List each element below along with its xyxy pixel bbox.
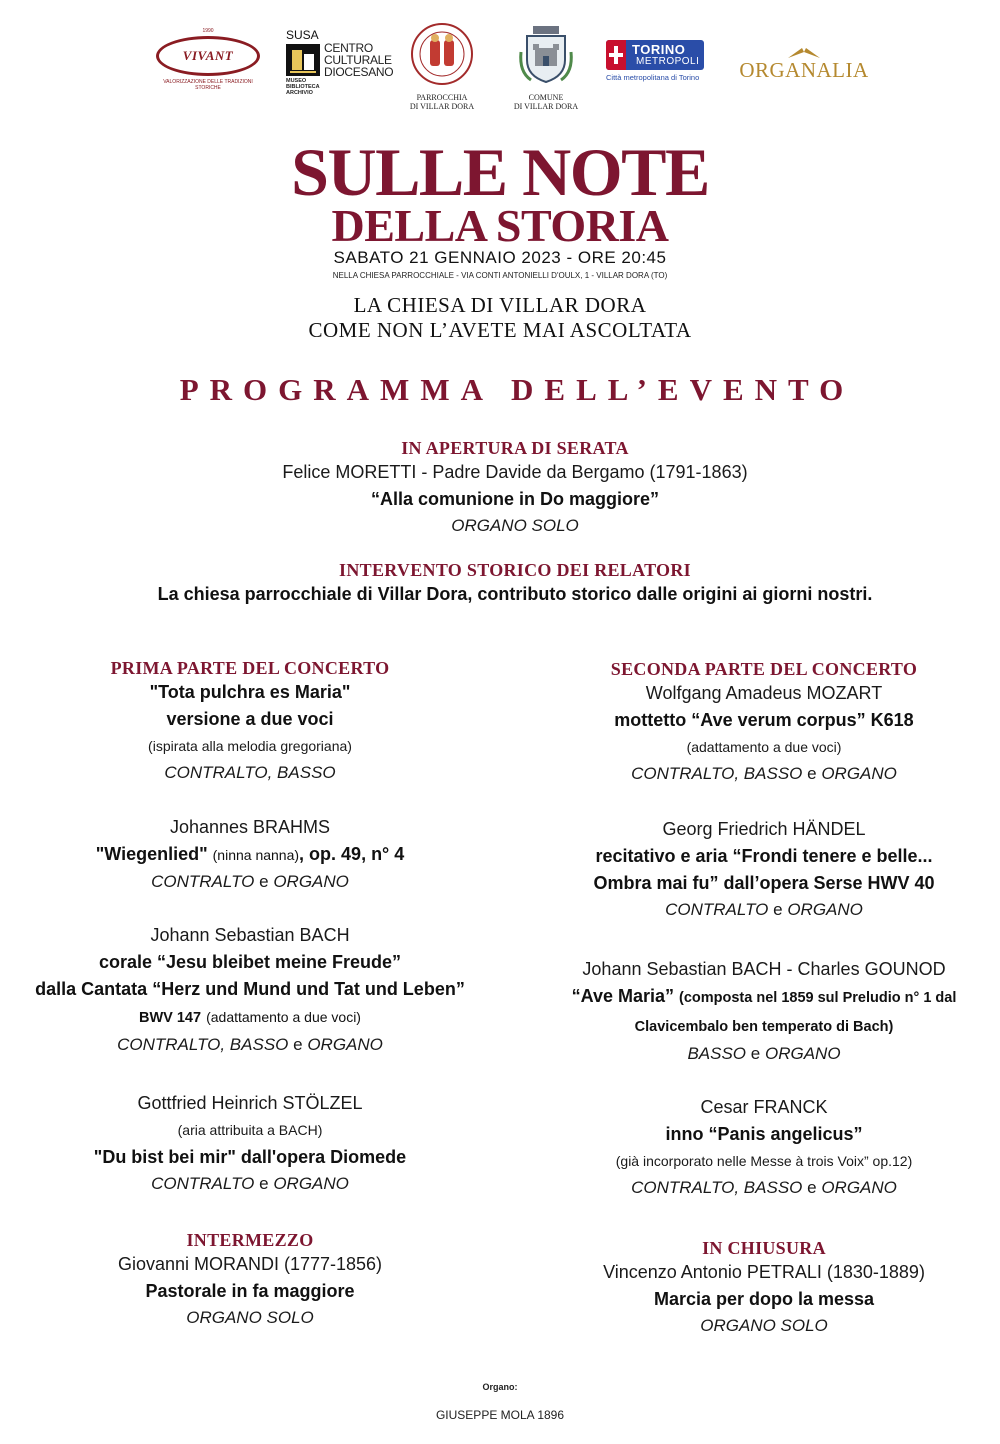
program-item-bach: [0, 922, 500, 1058]
vivant-oval: [156, 36, 260, 76]
organ-label: Organo:: [482, 1382, 518, 1392]
vivant-logo: [156, 28, 260, 92]
susa-sub-line-2: BIBLIOTECA: [286, 84, 320, 90]
performers-instrument: ORGANO: [273, 1174, 349, 1193]
work-arrangement: (adattamento a due voci): [206, 1009, 361, 1025]
performers: [0, 869, 500, 895]
work-note: (aria attribuita a BACH): [177, 1122, 323, 1138]
part1-section: [0, 657, 500, 786]
talk-text: La chiesa parrocchiale di Villar Dora, contributo storico dalle origini ai giorni nostri.: [157, 584, 873, 604]
composer: Georg Friedrich HÄNDEL: [662, 819, 866, 839]
sponsor-logos: [0, 22, 1000, 112]
event-title-line-2: DELLA STORIA: [331, 200, 669, 251]
composer: Vincenzo Antonio PETRALI (1830-1889): [603, 1262, 925, 1282]
work-title-opus: , op. 49, n° 4: [299, 844, 405, 864]
performers: ORGANO SOLO: [451, 516, 579, 535]
performers-voices: CONTRALTO, BASSO: [631, 764, 803, 783]
work-title: Marcia per dopo la messa: [653, 1289, 875, 1309]
parrocchia-seal-icon: [410, 22, 474, 86]
program-item-gounod: [514, 956, 1000, 1067]
work-source-text: Clavicembalo ben temperato di Bach): [634, 1019, 894, 1035]
performers-voices: CONTRALTO: [665, 900, 769, 919]
parrocchia-caption-line-1: PARROCCHIA: [416, 93, 468, 102]
work-subtitle: versione a due voci: [166, 709, 334, 729]
work-title-aside: (ninna nanna): [212, 847, 300, 863]
performers-conj: e: [773, 900, 783, 919]
program-item-tota: [0, 679, 500, 786]
performers-instrument: ORGANO: [821, 1178, 897, 1197]
performers: [0, 1171, 500, 1197]
performers: [514, 897, 1000, 923]
program-item-brahms: [0, 814, 500, 895]
performers-voices: CONTRALTO: [151, 1174, 255, 1193]
organalia-logo: [738, 46, 870, 86]
parrocchia-logo: [404, 22, 480, 111]
performers-instrument: ORGANO: [764, 1044, 841, 1063]
vivant-caption: VALORIZZAZIONE DELLE TRADIZIONI STORICHE: [163, 79, 253, 91]
performers-conj: e: [259, 1174, 269, 1193]
performers-conj: e: [293, 1035, 303, 1054]
event-title-line-1: SULLE NOTE: [291, 134, 709, 210]
work-source: dalla Cantata “Herz und Mund und Tat und Leben”: [35, 979, 465, 999]
work-catalog-number: BWV 147: [139, 1010, 202, 1026]
performers-conj: e: [807, 1178, 817, 1197]
parrocchia-caption: [404, 93, 480, 111]
torino-metropoli-logo: [606, 40, 704, 84]
work-title: “Alla comunione in Do maggiore”: [370, 489, 660, 509]
performers: [0, 1032, 500, 1058]
torino-line-2: METROPOLI: [636, 56, 700, 67]
program-title: PROGRAMMA DELL’EVENTO: [179, 372, 855, 407]
performers-instrument: ORGANO: [307, 1035, 383, 1054]
work-title: corale “Jesu bleibet meine Freude”: [98, 952, 402, 972]
comune-caption-line-2: DI VILLAR DORA: [513, 102, 579, 111]
performers: [514, 1041, 1000, 1067]
talk-section: [0, 559, 1000, 608]
intermezzo-section: [0, 1229, 500, 1331]
work-note: (già incorporato nelle Messe à trois Voix” op.12): [615, 1153, 913, 1169]
work-source: [514, 1012, 1000, 1041]
composer: Giovanni MORANDI (1777-1856): [117, 1254, 383, 1274]
part2-section: [514, 658, 1000, 787]
work-title-main: “Ave Maria”: [571, 986, 674, 1006]
comune-caption: [508, 93, 584, 111]
susa-logo: [286, 28, 394, 98]
performers-voices: CONTRALTO, BASSO: [117, 1035, 289, 1054]
work-title: recitativo e aria “Frondi tenere e belle...: [595, 846, 933, 866]
organ-value: GIUSEPPE MOLA 1896: [435, 1408, 565, 1422]
composer: Johann Sebastian BACH: [150, 925, 350, 945]
section-heading: SECONDA PARTE DEL CONCERTO: [610, 659, 918, 679]
work-title: "Du bist bei mir" dall'opera Diomede: [93, 1147, 407, 1167]
work-title: "Tota pulchra es Maria": [149, 682, 351, 702]
composer: Johann Sebastian BACH - Charles GOUNOD: [582, 959, 946, 979]
susa-sub-line-3: ARCHIVIO: [286, 90, 313, 96]
work-title-main: "Wiegenlied": [95, 844, 208, 864]
performers: [514, 761, 1000, 787]
composer: Cesar FRANCK: [700, 1097, 828, 1117]
section-heading: INTERVENTO STORICO DEI RELATORI: [339, 560, 691, 580]
performers-conj: e: [750, 1044, 761, 1063]
performers-instrument: ORGANO: [273, 872, 349, 891]
section-heading: IN APERTURA DI SERATA: [401, 438, 629, 458]
program-item-mozart: [514, 680, 1000, 787]
vivant-name: VIVANT: [182, 48, 234, 63]
performers-conj: e: [259, 872, 269, 891]
program-item-handel: [514, 816, 1000, 923]
work-title: [0, 841, 500, 869]
work-title: mottetto “Ave verum corpus” K618: [614, 710, 914, 730]
performers-voices: CONTRALTO: [151, 872, 255, 891]
performers: CONTRALTO, BASSO: [164, 763, 336, 782]
work-title: Pastorale in fa maggiore: [145, 1281, 355, 1301]
susa-emblem-icon: [286, 44, 320, 76]
parrocchia-caption-line-2: DI VILLAR DORA: [409, 102, 475, 111]
susa-name-line-2: CULTURALE: [324, 53, 392, 67]
work-catalog: [0, 1003, 500, 1032]
performers-instrument: ORGANO: [821, 764, 897, 783]
performers: ORGANO SOLO: [700, 1316, 828, 1335]
work-note: (adattamento a due voci): [686, 739, 842, 755]
comune-crest-icon: [517, 22, 575, 86]
susa-name: [324, 42, 393, 78]
susa-name-line-3: DIOCESANO: [324, 65, 394, 79]
composer: Johannes BRAHMS: [169, 817, 331, 837]
opening-section: [0, 437, 1000, 539]
comune-logo: [508, 22, 584, 111]
trumpets-icon: [784, 46, 824, 60]
torino-sub: Città metropolitana di Torino: [606, 73, 700, 82]
torino-line-1: TORINO: [632, 42, 686, 57]
organalia-name: ORGANALIA: [739, 58, 869, 82]
performers-voices: BASSO: [687, 1044, 747, 1063]
comune-caption-line-1: COMUNE: [528, 93, 564, 102]
work-title: [514, 983, 1000, 1012]
program-item-franck: [514, 1094, 1000, 1201]
performers-voices: CONTRALTO, BASSO: [631, 1178, 803, 1197]
event-date: SABATO 21 GENNAIO 2023 - ORE 20:45: [333, 248, 667, 267]
work-note: (ispirata alla melodia gregoriana): [148, 738, 352, 754]
work-title-aside: (composta nel 1859 sul Preludio n° 1 dal: [679, 990, 957, 1006]
tagline-line-1: LA CHIESA DI VILLAR DORA: [353, 293, 647, 317]
program-item-stolzel: [0, 1090, 500, 1197]
performers-conj: e: [807, 764, 817, 783]
performers: [514, 1175, 1000, 1201]
susa-sub-line-1: MUSEO: [286, 78, 307, 84]
susa-sub: [286, 78, 320, 96]
performers: ORGANO SOLO: [186, 1308, 314, 1327]
section-heading: IN CHIUSURA: [702, 1238, 826, 1258]
work-title: inno “Panis angelicus”: [665, 1124, 863, 1144]
susa-city: SUSA: [286, 28, 319, 42]
composer: Gottfried Heinrich STÖLZEL: [137, 1093, 363, 1113]
section-heading: PRIMA PARTE DEL CONCERTO: [110, 658, 390, 678]
work-source: Ombra mai fu” dall’opera Serse HWV 40: [593, 873, 935, 893]
composer: Wolfgang Amadeus MOZART: [645, 683, 883, 703]
event-venue: NELLA CHIESA PARROCCHIALE - VIA CONTI ANTONIELLI D'OULX, 1 - VILLAR DORA (TO): [332, 271, 668, 280]
susa-name-line-1: CENTRO: [324, 41, 373, 55]
performers-instrument: ORGANO: [787, 900, 863, 919]
composer: Felice MORETTI - Padre Davide da Bergamo (1791-1863): [282, 462, 748, 482]
cross-flag-icon: [606, 40, 626, 70]
vivant-year: 1990: [202, 28, 214, 34]
torino-badge: [606, 40, 704, 70]
closing-section: [514, 1237, 1000, 1339]
section-heading: INTERMEZZO: [186, 1230, 314, 1250]
tagline-line-2: COME NON L’AVETE MAI ASCOLTATA: [308, 318, 692, 342]
